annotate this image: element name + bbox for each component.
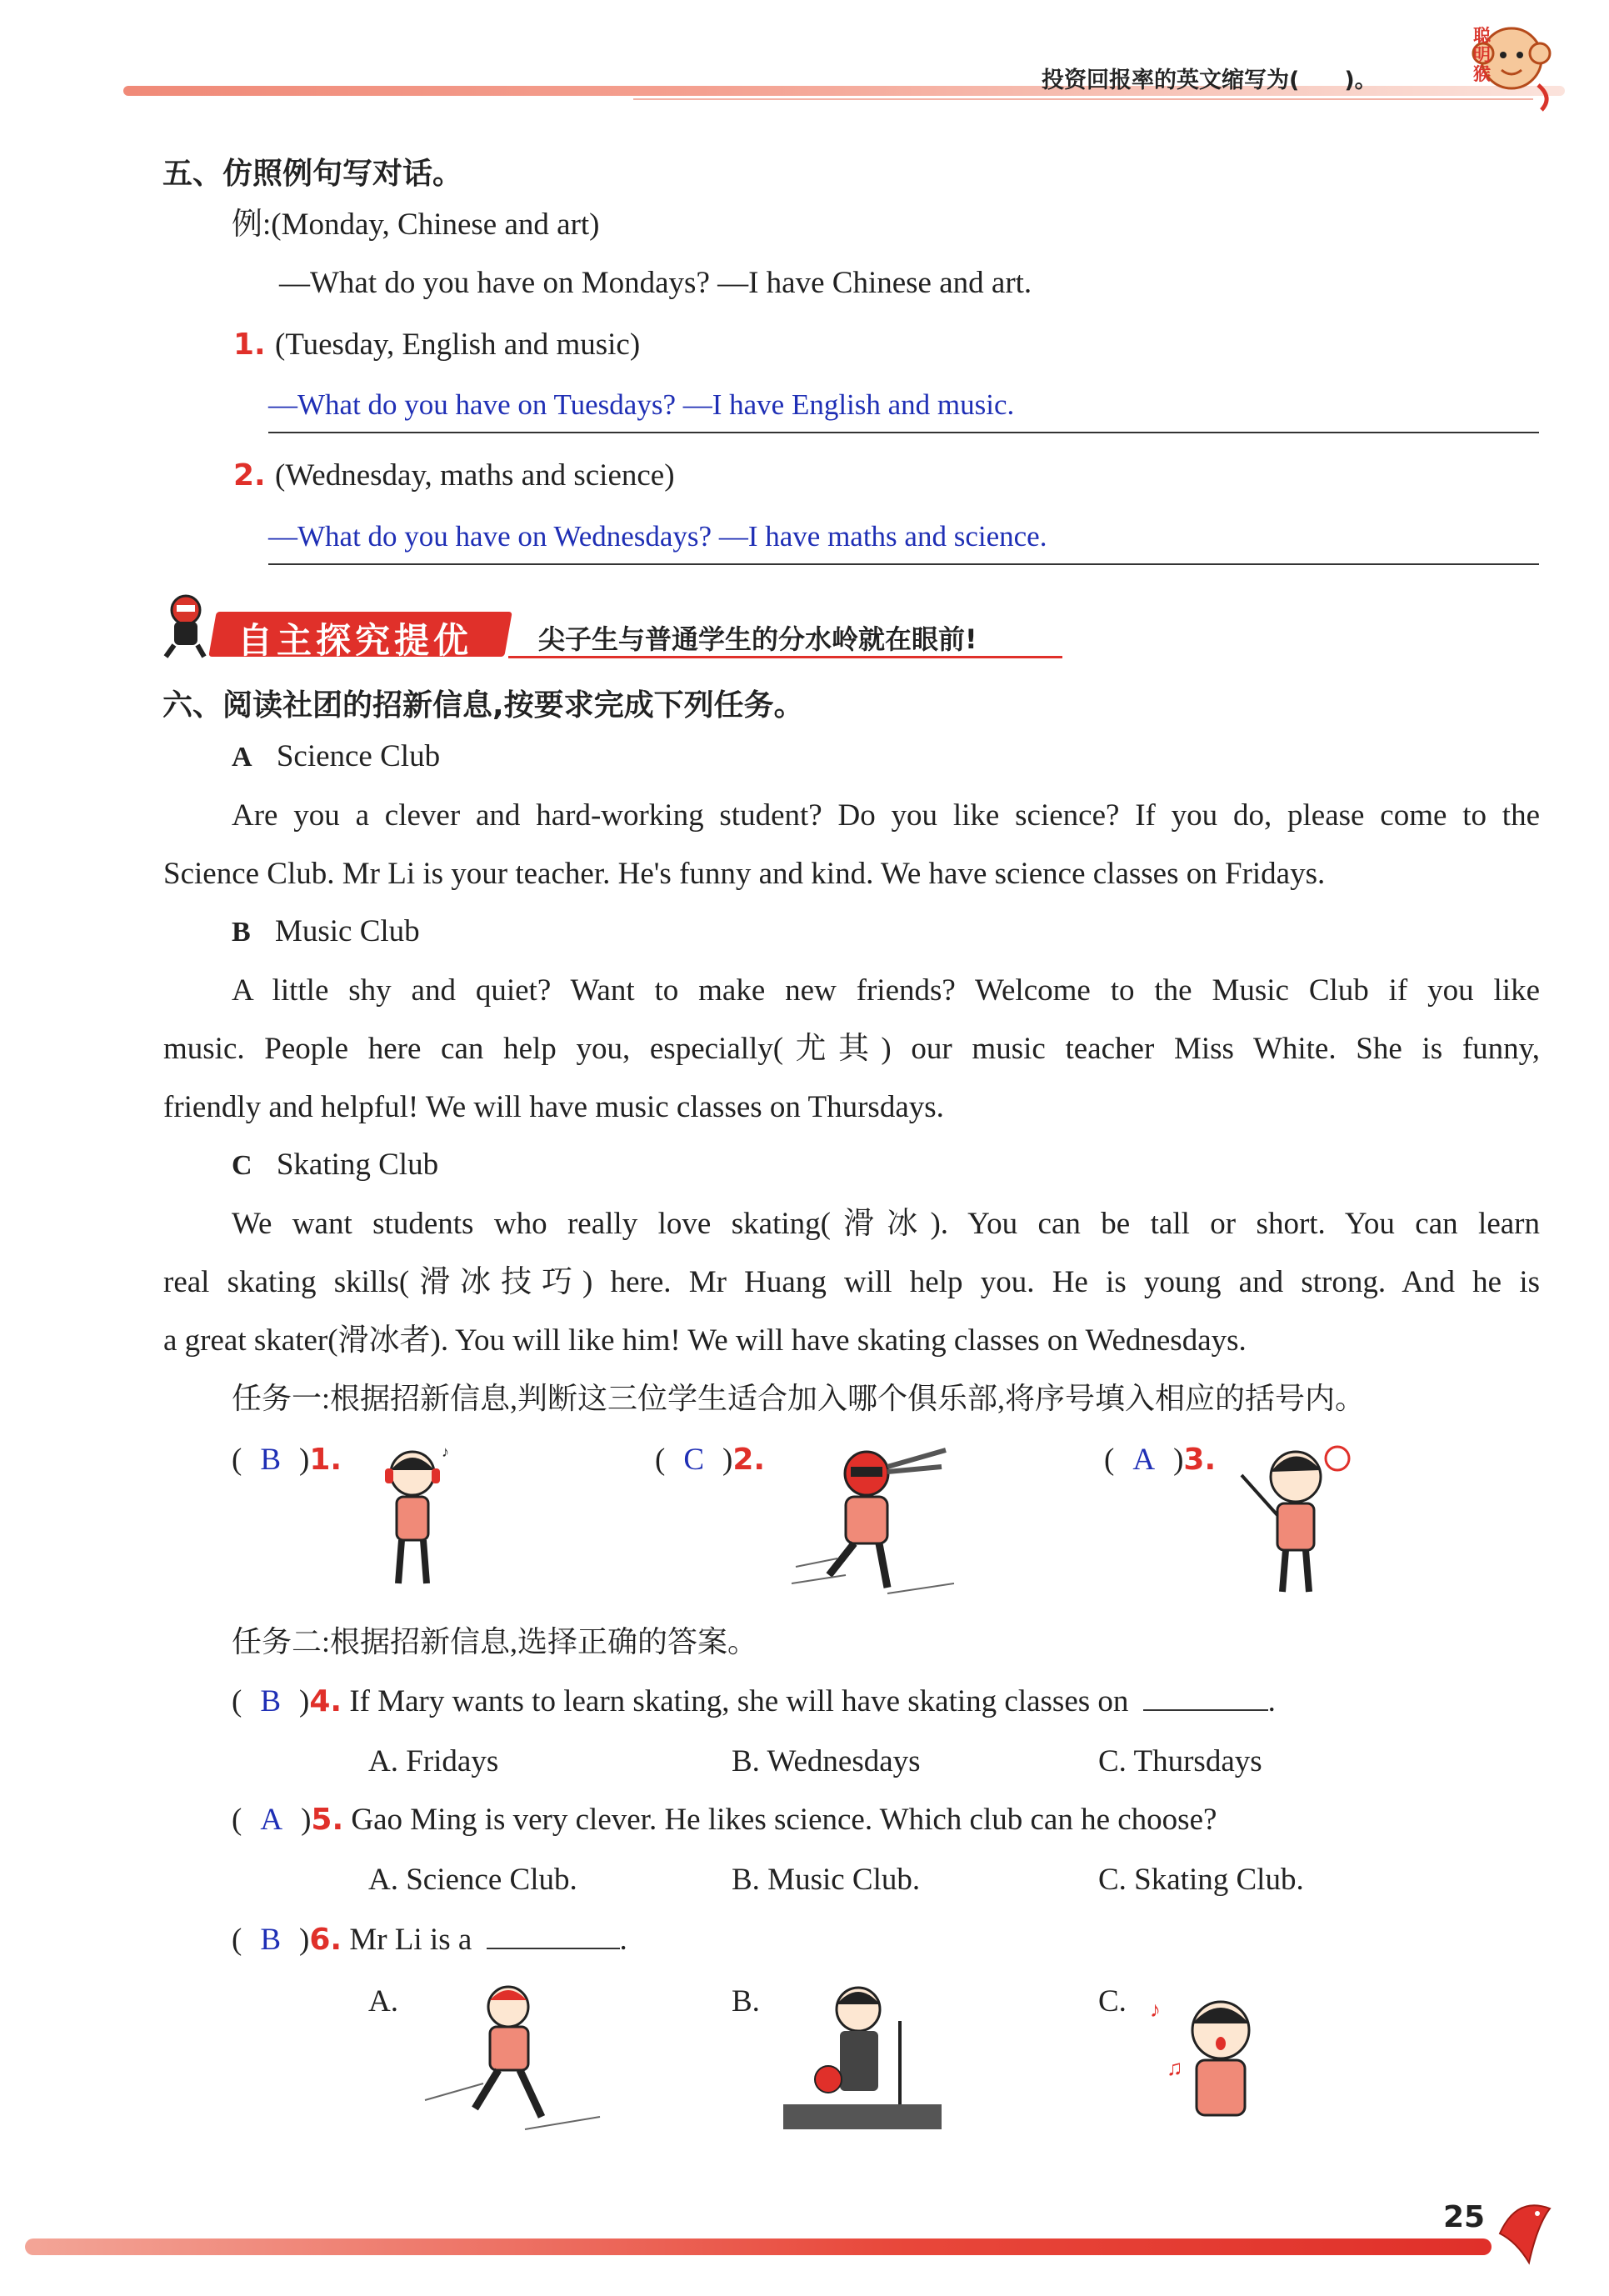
passage-line-6: We want students who really love skating(滑冰). You can be tall or short. You can learn	[232, 1207, 1540, 1241]
task1-answer-1: B	[260, 1443, 282, 1477]
passage-line-2: Science Club. Mr Li is your teacher. He's funny and kind. We have science classes on Fridays.	[163, 857, 1326, 891]
mascot-label: 聪明猴	[1473, 26, 1491, 84]
q4-blank	[1143, 1709, 1268, 1711]
section6-title: 六、阅读社团的招新信息,按要求完成下列任务。	[162, 688, 804, 723]
passage-line-3: A little shy and quiet? Want to make new friends? Welcome to the Music Club if you like	[232, 973, 1540, 1008]
q1-answer: —What do you have on Tuesdays? —I have English and music.	[268, 388, 1015, 421]
question-4: ( B )4. If Mary wants to learn skating, she will have skating classes on .	[232, 1684, 1276, 1718]
task1-num-1: 1.	[309, 1443, 342, 1477]
q5-text: Gao Ming is very clever. He likes science. Which club can he choose?	[351, 1803, 1217, 1837]
q2-answer-line	[268, 563, 1539, 565]
svg-text:♪: ♪	[1150, 1998, 1161, 2022]
example-dialog: —What do you have on Mondays? —I have Chinese and art.	[279, 266, 1032, 300]
q5-answer: A	[260, 1803, 283, 1837]
q5-option-a: A. Science Club.	[368, 1863, 577, 1897]
question-5: ( A )5. Gao Ming is very clever. He likes science. Which club can he choose?	[232, 1803, 1217, 1837]
footer-stripe	[25, 2238, 1492, 2255]
q1-answer-line	[268, 432, 1539, 433]
dolphin-icon	[1492, 2192, 1558, 2267]
task1-num-3: 3.	[1183, 1443, 1217, 1477]
passage-line-1: Are you a clever and hard-working student? Do you like science? If you do, please come to the	[232, 798, 1540, 833]
question-6: ( B )6. Mr Li is a .	[232, 1923, 627, 1957]
q4-option-a: A. Fridays	[368, 1744, 499, 1778]
passage-line-4: music. People here can help you, especially(尤其) our music teacher Miss White. She is funny,	[163, 1032, 1540, 1066]
q2-prompt: (Wednesday, maths and science)	[275, 458, 675, 493]
q6-blank	[487, 1948, 620, 1949]
q6-option-c: C.	[1098, 1984, 1127, 2018]
girl-with-headphones-icon	[367, 1442, 458, 1596]
q2-number: 2.	[233, 458, 266, 493]
scientist-teacher-icon	[775, 1979, 950, 2138]
singing-teacher-icon	[1142, 1983, 1283, 2133]
skater-man-icon	[417, 1975, 608, 2133]
q5-number: 5.	[311, 1803, 344, 1837]
q4-option-b: B. Wednesdays	[732, 1744, 921, 1778]
club-b-heading	[232, 913, 420, 951]
task1-item-2: ( C )2.	[655, 1443, 766, 1477]
svg-text:♫: ♫	[1167, 2056, 1183, 2080]
club-c-heading	[232, 1147, 438, 1184]
passage-line-5: friendly and helpful! We will have music classes on Thursdays.	[163, 1090, 944, 1124]
q4-text: If Mary wants to learn skating, she will have skating classes on	[349, 1684, 1129, 1718]
q6-option-a: A.	[368, 1984, 398, 2018]
boy-with-pointer-icon	[1229, 1442, 1371, 1600]
banner-subtitle: 尖子生与普通学生的分水岭就在眼前!	[538, 623, 977, 655]
q5-option-b: B. Music Club.	[732, 1863, 921, 1897]
task1-item-1: ( B )1.	[232, 1443, 342, 1477]
q6-answer: B	[260, 1923, 282, 1957]
section5-title: 五、仿照例句写对话。	[162, 157, 463, 191]
q4-option-c: C. Thursdays	[1098, 1744, 1262, 1778]
q4-number: 4.	[309, 1684, 342, 1718]
club-b-letter: B	[232, 917, 251, 948]
club-a-name: Science Club	[276, 739, 441, 773]
task2-title: 任务二:根据招新信息,选择正确的答案。	[232, 1625, 758, 1658]
task1-item-3: ( A )3.	[1104, 1443, 1217, 1477]
club-c-name: Skating Club	[276, 1148, 439, 1182]
club-a-heading	[232, 738, 440, 776]
q1-prompt: (Tuesday, English and music)	[275, 328, 641, 362]
task1-num-2: 2.	[732, 1443, 766, 1477]
header-hint: 投资回报率的英文缩写为( )。	[1042, 68, 1377, 93]
q4-answer: B	[260, 1684, 282, 1718]
passage-line-8: a great skater(滑冰者). You will like him! We will have skating classes on Wednesdays.	[163, 1323, 1247, 1358]
header-stripe-thin	[633, 98, 1533, 100]
q2-answer: —What do you have on Wednesdays? —I have maths and science.	[268, 520, 1047, 553]
club-a-letter: A	[232, 742, 252, 773]
example-prompt: 例:(Monday, Chinese and art)	[232, 208, 600, 242]
q5-option-c: C. Skating Club.	[1098, 1863, 1304, 1897]
task1-answer-2: C	[683, 1443, 705, 1477]
passage-line-7: real skating skills(滑冰技巧) here. Mr Huang will help you. He is young and strong. And he is	[163, 1265, 1540, 1299]
page-number: 25	[1443, 2200, 1486, 2234]
q6-text: Mr Li is a	[349, 1923, 472, 1957]
q1-number: 1.	[233, 328, 266, 362]
club-c-letter: C	[232, 1150, 252, 1181]
q6-number: 6.	[309, 1923, 342, 1957]
ninja-mascot-icon	[154, 590, 217, 658]
task1-answer-3: A	[1132, 1443, 1156, 1477]
club-b-name: Music Club	[274, 914, 420, 948]
task1-title: 任务一:根据招新信息,判断这三位学生适合加入哪个俱乐部,将序号填入相应的括号内。	[232, 1382, 1366, 1415]
svg-text:♪: ♪	[442, 1443, 449, 1460]
banner-title: 自主探究提优	[237, 620, 473, 661]
boy-skating-icon	[787, 1442, 971, 1600]
banner-underline	[508, 656, 1062, 658]
q6-option-b: B.	[732, 1984, 760, 2018]
